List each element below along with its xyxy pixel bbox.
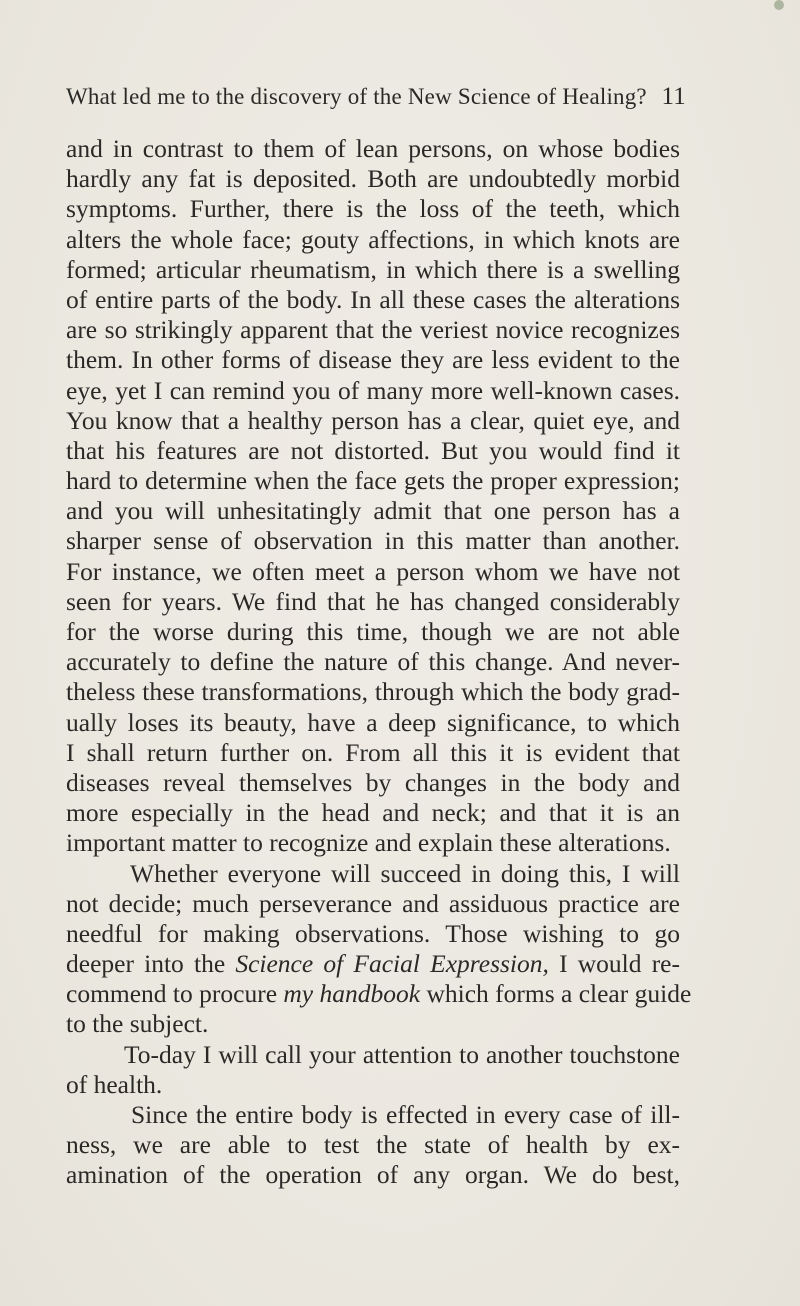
running-head-title: What led me to the discovery of the New Science of Healing? [66,84,647,109]
text-line: and in contrast to them of lean persons, on whose bodies [66,134,680,163]
page-number: 11 [661,83,686,110]
text-line: more especially in the head and neck; and that it is an [66,798,680,828]
text-line: symptoms. Further, there is the loss of the teeth, which [66,194,680,224]
paragraph-first-line: Whether everyone will succeed in doing this, I will [130,858,680,888]
text-line: for the worse during this time, though we are not able [66,617,680,646]
text-line: ness, we are able to test the state of health by ex- [66,1130,680,1160]
text-line: accurately to define the nature of this change. And never- [66,647,680,677]
text-line: hard to determine when the face gets the proper expression; [66,466,680,496]
text-run: deeper into the [66,949,226,979]
corner-ink-spot [774,0,784,10]
text-line: diseases reveal themselves by changes in the body and [66,767,680,797]
text-line: I shall return further on. From all this it is evident that [66,737,680,767]
paragraph-first-line: To-day I will call your attention to another touchstone [124,1039,680,1069]
text-line: important matter to recognize and explain these alterations. [66,828,671,858]
text-run: which forms a clear guide [426,979,692,1009]
text-line: of entire parts of the body. In all these cases the alterations [66,284,680,314]
text-line: For instance, we often meet a person whom we have not [66,556,680,586]
text-line: sharper sense of observation in this matter than another. [66,526,680,556]
body-text [66,134,692,1191]
text-line: to the subject. [66,1009,209,1039]
text-line: formed; articular rheumatism, in which there is a swelling [66,254,680,284]
text-line: amination of the operation of any organ. We do best, [66,1160,680,1190]
text-line: of health. [66,1069,163,1099]
book-title-italic: Science of Facial Expression, [235,949,549,979]
text-line: that his features are not distorted. But you would find it [66,435,680,465]
text-line: alters the whole face; gouty affections, in which knots are [66,224,680,254]
paragraph-first-line: Since the entire body is effected in every case of ill- [131,1100,680,1129]
text-run: I would re- [559,949,680,979]
text-run: commend to procure [66,979,278,1009]
text-line: seen for years. We find that he has changed considerably [66,586,680,616]
handbook-italic: my handbook [283,979,421,1009]
text-line: hardly any fat is deposited. Both are undoubtedly morbid [66,164,680,194]
text-line-with-italic [66,979,692,1009]
text-line: eye, yet I can remind you of many more well-known cases. [66,375,680,405]
text-line: and you will unhesitatingly admit that one person has a [66,496,680,526]
text-line: ually loses its beauty, have a deep significance, to which [66,707,680,737]
text-line: You know that a healthy person has a clear, quiet eye, and [66,405,680,435]
text-line: are so strikingly apparent that the veriest novice recognizes [66,315,680,345]
running-head [66,83,686,111]
text-line: them. In other forms of disease they are less evident to the [66,345,680,375]
text-line-with-italic [66,949,680,979]
text-line: needful for making observations. Those wishing to go [66,918,680,948]
text-line: theless these transformations, through which the body grad- [66,677,680,707]
text-line: not decide; much perseverance and assiduous practice are [66,888,680,918]
